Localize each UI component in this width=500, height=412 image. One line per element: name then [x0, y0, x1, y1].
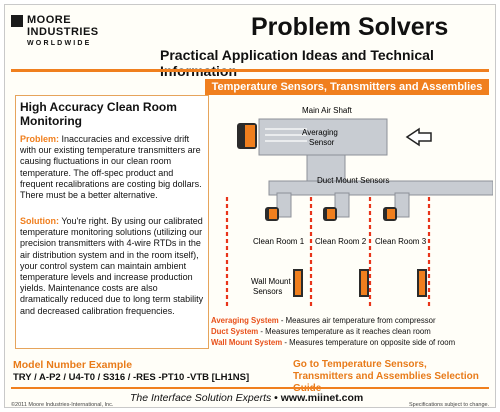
copyright-text: ©2011 Moore Industries-International, Inc. [11, 402, 114, 408]
room-2-label: Clean Room 2 [315, 237, 367, 246]
duct-sensor-2-band [327, 209, 335, 219]
wall-sensor-3-band [419, 271, 425, 295]
legend-key: Duct System [211, 327, 259, 336]
legend-key: Wall Mount System [211, 338, 283, 347]
room-3-label: Clean Room 3 [375, 237, 427, 246]
room-1-duct [277, 193, 291, 217]
wall-sensor-1-band [295, 271, 301, 295]
averaging-sensor-label-2: Sensor [309, 138, 335, 147]
averaging-transmitter-band [245, 125, 255, 147]
footer-tagline [130, 392, 363, 404]
moore-industries-logo [11, 13, 111, 47]
category-bar: Temperature Sensors, Transmitters and Assemblies [205, 79, 489, 95]
room-3-duct [395, 193, 409, 217]
problem-label: Problem: [20, 134, 60, 144]
legend-wall [211, 337, 455, 348]
airflow-arrow-icon [407, 129, 431, 145]
wall-mount-label-1: Wall Mount [251, 277, 291, 286]
wall-mount-label-2: Sensors [253, 287, 283, 296]
duct-mount-label: Duct Mount Sensors [317, 176, 390, 185]
room-1-label: Clean Room 1 [253, 237, 305, 246]
footer-rule [11, 387, 489, 389]
legend-desc: - Measures temperature on opposite side of room [282, 338, 456, 347]
spec-notice: Specifications subject to change. [409, 402, 490, 408]
solution-paragraph [20, 216, 206, 317]
article-heading: High Accuracy Clean Room Monitoring [20, 100, 177, 128]
room-2-duct [335, 193, 349, 217]
solution-text: You're right. By using our calibrated temperature monitoring solutions (utilizing our precision transmitters with 4-wire RTDs in the air distribution system and in the room itself), your control system can maintain ambient temperature levels and increase production yields. Maintenance costs are also dramatically reduced due to long term stability and decreased calibration frequencies. [20, 216, 204, 316]
legend-duct [211, 326, 455, 337]
duct-sensor-3-band [387, 209, 395, 219]
tagline-slogan: The Interface Solution Experts [130, 392, 272, 404]
legend-key: Averaging System [211, 316, 279, 325]
solution-label: Solution: [20, 216, 59, 226]
page-subtitle: Practical Application Ideas and Technical [160, 47, 434, 63]
logo-line-1: MOORE [27, 14, 72, 26]
selection-guide-link[interactable]: Go to Temperature Sensors, Transmitters and Assemblies Selection [293, 359, 479, 382]
article-panel [15, 95, 209, 349]
main-air-shaft [259, 119, 387, 155]
logo-line-3: WORLDWIDE [27, 40, 92, 47]
legend-desc: - Measures temperature as it reaches clean room [258, 327, 431, 336]
duct-sensor-1-band [269, 209, 277, 219]
header-rule [11, 69, 489, 72]
model-number-label: Model Number Example [13, 359, 133, 371]
wall-sensor-2-band [361, 271, 367, 295]
system-legend [211, 315, 455, 348]
model-number-value: TRY / A-P2 / U4-T0 / S316 / -RES -PT10 -VTB [LH1NS] [13, 372, 250, 383]
legend-averaging [211, 315, 455, 326]
legend-desc: - Measures air temperature from compressor [278, 316, 436, 325]
averaging-sensor-label-1: Averaging [302, 128, 338, 137]
problem-solver-sheet [4, 4, 496, 408]
page-title: Problem Solvers [251, 13, 449, 41]
logo-square-icon [11, 15, 23, 27]
problem-paragraph [20, 134, 206, 201]
logo-line-2: INDUSTRIES [27, 26, 99, 38]
problem-text: Inaccuracies and excessive drift with our existing temperature transmitters are causing fluctuations in our clean room temperature. The off-spec product and frequent recalibrations are costing big dollars. There must be a better alternative. [20, 134, 202, 201]
main-air-shaft-label: Main Air Shaft [302, 106, 352, 115]
website-link[interactable]: • www.miinet.com [271, 392, 364, 404]
